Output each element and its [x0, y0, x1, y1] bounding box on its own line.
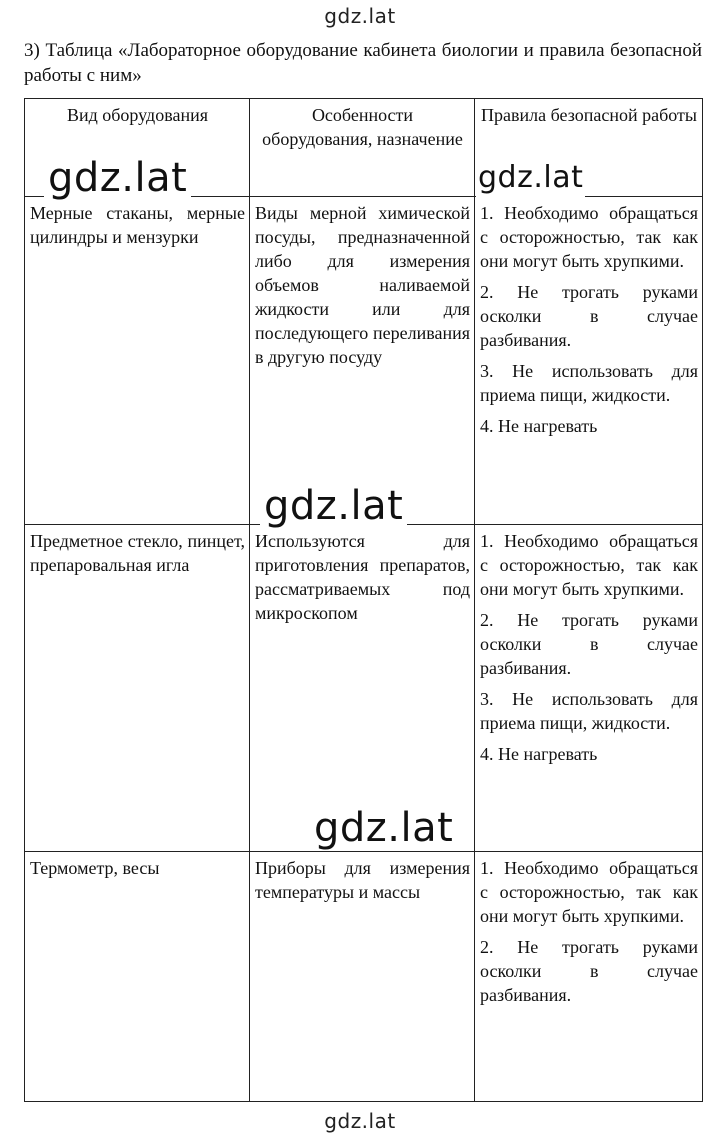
rule-item: 3. Не использовать для приема пищи, жидкости. — [480, 689, 698, 733]
watermark-overlay: gdz.lat — [260, 484, 407, 528]
watermark-overlay: gdz.lat — [44, 156, 191, 200]
features-cell: Используются для приготовления препаратов, рассматриваемых под микроскопом — [250, 525, 475, 852]
rule-item: 2. Не трогать руками осколки в случае разбивания. — [480, 282, 698, 350]
header-features: Особенности оборудования, назначение — [250, 99, 475, 197]
rule-item: 1. Необходимо обращаться с осторожностью, так как они могут быть хрупкими. — [480, 531, 698, 599]
header-equipment: Вид оборудования — [25, 99, 250, 197]
table-row — [25, 852, 703, 1102]
site-watermark-bottom: gdz.lat — [324, 1109, 396, 1133]
rules-cell — [475, 197, 703, 525]
document-heading: 3) Таблица «Лабораторное оборудование кабинета биологии и правила безопасной работы с ним» — [24, 40, 702, 86]
watermark-overlay: gdz.lat — [310, 806, 457, 850]
rule-item: 4. Не нагревать — [480, 416, 598, 436]
rule-item: 2. Не трогать руками осколки в случае разбивания. — [480, 610, 698, 678]
rule-item: 4. Не нагревать — [480, 744, 598, 764]
rules-cell — [475, 852, 703, 1102]
rule-item: 1. Необходимо обращаться с осторожностью, так как они могут быть хрупкими. — [480, 203, 698, 271]
equipment-cell: Предметное стекло, пинцет, препаровальная игла — [25, 525, 250, 852]
equipment-cell: Мерные стаканы, мерные цилиндры и мензурки — [25, 197, 250, 525]
equipment-table — [24, 98, 703, 1102]
rule-item: 3. Не использовать для приема пищи, жидкости. — [480, 361, 698, 405]
equipment-cell: Термометр, весы — [25, 852, 250, 1102]
site-watermark-top: gdz.lat — [324, 4, 396, 28]
rules-cell — [475, 525, 703, 852]
features-cell: Приборы для измерения температуры и массы — [250, 852, 475, 1102]
rule-item: 2. Не трогать руками осколки в случае разбивания. — [480, 937, 698, 1005]
header-rules: Правила безопасной работы — [475, 99, 703, 197]
features-cell: Виды мерной химической посуды, предназначенной либо для измерения объемов наливаемой жидкости или для последующего переливания в другую посуду — [250, 197, 475, 525]
table-row — [25, 525, 703, 852]
rule-item: 1. Необходимо обращаться с осторожностью, так как они могут быть хрупкими. — [480, 858, 698, 926]
table-row — [25, 197, 703, 525]
watermark-overlay: gdz.lat — [476, 156, 585, 200]
